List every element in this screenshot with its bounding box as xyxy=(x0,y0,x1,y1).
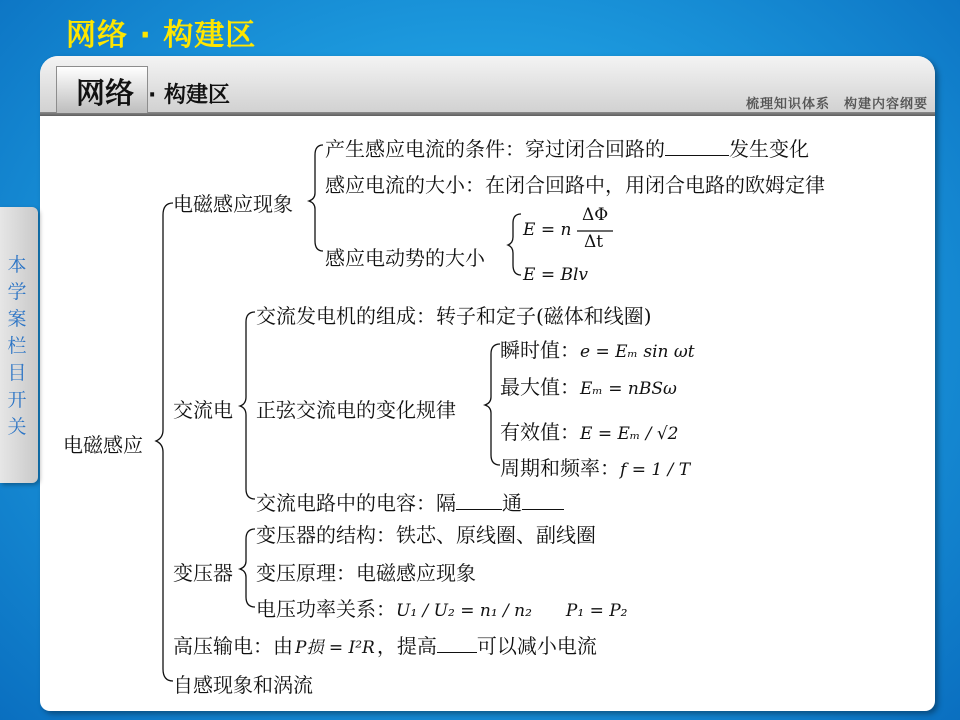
node-ac: 交流电 xyxy=(173,398,233,422)
induction-emf-label: 感应电动势的大小 xyxy=(325,246,485,270)
blank-fill-4[interactable] xyxy=(437,634,477,653)
blank-fill-3[interactable] xyxy=(522,491,564,510)
hv-prefix: 高压输电：由 xyxy=(173,634,293,658)
side-toggle-label[interactable]: 本学案栏目开关 xyxy=(7,254,27,438)
slide-top-title: 网络 · 构建区 xyxy=(66,18,257,53)
hv-formula: P损 = I²R xyxy=(295,638,375,658)
ac-effective xyxy=(500,416,678,445)
ac-period-label: 周期和频率： xyxy=(500,456,620,480)
ac-effective-label: 有效值： xyxy=(500,420,580,444)
header-tab-title: 网络 xyxy=(76,76,135,110)
ac-effective-formula: E = Eₘ / √2 xyxy=(580,424,679,444)
node-hv-transmission xyxy=(173,630,597,659)
ac-instant-formula: e = Eₘ sin ωt xyxy=(580,342,695,362)
ac-period-formula: f = 1 / T xyxy=(620,460,691,480)
hv-suffix: 可以减小电流 xyxy=(476,634,597,658)
ac-instant-label: 瞬时值： xyxy=(500,338,580,362)
induction-condition-suffix: 发生变化 xyxy=(729,137,809,161)
node-self-induction: 自感现象和涡流 xyxy=(173,673,313,697)
ac-max-formula: Eₘ = nBSω xyxy=(580,379,677,399)
ac-capacitor xyxy=(256,487,564,516)
emf-formula-2: E = Blv xyxy=(523,265,588,285)
transformer-principle: 变压原理：电磁感应现象 xyxy=(256,561,476,585)
blank-fill-2[interactable] xyxy=(456,491,502,510)
emf-formula-1-denominator: Δt xyxy=(584,232,604,252)
node-em-induction: 电磁感应现象 xyxy=(173,192,293,216)
ac-instant xyxy=(500,334,695,363)
ac-capacitor-mid: 通 xyxy=(502,491,522,515)
header-tagline: 梳理知识体系 构建内容纲要 xyxy=(745,97,928,112)
transformer-relation-label: 电压功率关系： xyxy=(256,597,396,621)
ac-max-label: 最大值： xyxy=(500,375,580,399)
knowledge-tree xyxy=(55,125,898,695)
ac-max xyxy=(500,371,677,400)
hv-mid: ，提高 xyxy=(376,634,437,658)
transformer-relation xyxy=(256,593,628,622)
header-tab-subtitle: · 构建区 xyxy=(148,83,231,108)
node-transformer: 变压器 xyxy=(173,561,233,585)
induction-current-size: 感应电流的大小：在闭合回路中，用闭合电路的欧姆定律 xyxy=(325,173,825,197)
emf-formula-1-lhs: E = n xyxy=(523,220,572,240)
emf-formula-1-numerator: ΔΦ xyxy=(582,205,609,225)
induction-condition-prefix: 产生感应电流的条件：穿过闭合回路的 xyxy=(325,137,665,161)
ac-period xyxy=(500,452,690,481)
transformer-relation-formula: U₁ / U₂ = n₁ / n₂ P₁ = P₂ xyxy=(396,601,628,621)
ac-capacitor-prefix: 交流电路中的电容：隔 xyxy=(256,491,456,515)
ac-sine-rule: 正弦交流电的变化规律 xyxy=(256,398,456,422)
transformer-structure: 变压器的结构：铁芯、原线圈、副线圈 xyxy=(256,523,596,547)
ac-generator: 交流发电机的组成：转子和定子(磁体和线圈) xyxy=(256,304,652,328)
root-node: 电磁感应 xyxy=(63,433,143,457)
